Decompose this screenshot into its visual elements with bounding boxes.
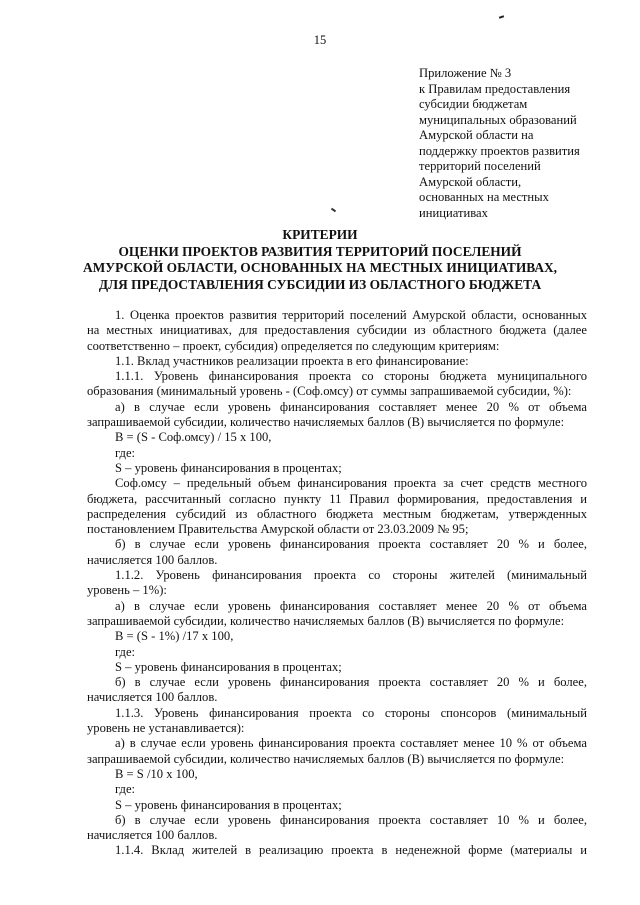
body-line: а) в случае если уровень финансирования проекта составляет менее 10 % от объема — [115, 736, 587, 751]
body-line: образования (минимальный уровень - (Соф.омсу) от суммы запрашиваемой субсидии, %): — [87, 384, 572, 399]
body-line: б) в случае если уровень финансирования проекта составляет 20 % и более, — [115, 675, 587, 690]
body-line: б) в случае если уровень финансирования проекта составляет 10 % и более, — [115, 812, 587, 827]
body-line: 1.1.1. Уровень финансирования проекта со стороны бюджета муниципального — [115, 369, 587, 384]
body-line: запрашиваемой субсидии, количество начисляемых баллов (В) вычисляется по формуле: — [87, 751, 565, 766]
annex-line: муниципальных образований — [419, 112, 577, 127]
body-line: S – уровень финансирования в процентах; — [115, 659, 342, 674]
body-line: где: — [115, 644, 136, 659]
scan-mark — [499, 15, 504, 19]
body-line: начисляется 100 баллов. — [87, 690, 218, 705]
annex-line: поддержку проектов развития — [419, 143, 580, 158]
body-line: 1.1.2. Уровень финансирования проекта со стороны жителей (минимальный — [115, 568, 587, 583]
title-line: ОЦЕНКИ ПРОЕКТОВ РАЗВИТИЯ ТЕРРИТОРИЙ ПОСЕЛЕНИЙ — [118, 243, 522, 259]
annex-line: субсидии бюджетам — [419, 97, 528, 111]
document-body — [87, 308, 587, 859]
formula: В = (S - 1%) /17 х 100, — [115, 629, 234, 644]
body-line: S – уровень финансирования в процентах; — [115, 460, 342, 475]
body-line: где: — [115, 445, 136, 460]
body-line: уровень не устанавливается): — [87, 721, 245, 736]
body-line: начисляется 100 баллов. — [87, 552, 218, 567]
page-number: 15 — [313, 33, 327, 47]
body-line: б) в случае если уровень финансирования проекта составляет 20 % и более, — [115, 537, 587, 552]
title-line: КРИТЕРИИ — [282, 227, 358, 242]
annex-line: Амурской области, — [419, 174, 522, 189]
body-line: начисляется 100 баллов. — [87, 828, 218, 843]
body-line: S – уровень финансирования в процентах; — [115, 797, 342, 812]
body-line: постановлением Правительства Амурской области от 23.03.2009 № 95; — [87, 522, 469, 537]
annex-line: территорий поселений — [419, 159, 541, 173]
body-line: 1.1.3. Уровень финансирования проекта со стороны спонсоров (минимальный — [115, 705, 587, 720]
body-line: бюджета, рассчитанный согласно пункту 11 Правил формирования, предоставления и — [87, 491, 587, 506]
body-line: а) в случае если уровень финансирования составляет менее 20 % от объема — [115, 598, 587, 613]
scan-mark — [331, 208, 336, 213]
annex-line: инициативах — [419, 205, 488, 220]
document-title — [0, 227, 640, 293]
body-line: 1. Оценка проектов развития территорий поселений Амурской области, основанных — [115, 308, 587, 322]
body-line: 1.1.4. Вклад жителей в реализацию проекта в неденежной форме (материалы и — [115, 843, 587, 858]
body-line: Соф.омсу – предельный объем финансирования проекта за счет средств местного — [115, 476, 587, 491]
title-line: ДЛЯ ПРЕДОСТАВЛЕНИЯ СУБСИДИИ ИЗ ОБЛАСТНОГО БЮДЖЕТА — [98, 276, 542, 292]
annex-block — [419, 66, 609, 221]
annex-line: Амурской области на — [419, 128, 534, 142]
body-line: распределения субсидий из областного бюджета местным бюджетам, утвержденных — [87, 506, 587, 521]
formula: В = (S - Соф.омсу) / 15 х 100, — [115, 430, 272, 445]
title-line: АМУРСКОЙ ОБЛАСТИ, ОСНОВАННЫХ НА МЕСТНЫХ ИНИЦИАТИВАХ, — [82, 260, 558, 275]
body-line: соответственно – проект, субсидия) определяется по следующим критериям: — [87, 338, 500, 353]
body-line: уровень – 1%): — [87, 583, 167, 598]
annex-line: к Правилам предоставления — [419, 81, 571, 96]
body-line: а) в случае если уровень финансирования составляет менее 20 % от объема — [115, 399, 587, 414]
body-line: где: — [115, 782, 136, 797]
formula: В = S /10 х 100, — [115, 766, 198, 781]
body-line: 1.1. Вклад участников реализации проекта в его финансирование: — [115, 353, 469, 368]
body-line: на местных инициативах, для предоставления субсидии из областного бюджета (далее — [87, 323, 587, 338]
body-line: запрашиваемой субсидии, количество начисляемых баллов (В) вычисляется по формуле: — [87, 415, 565, 430]
annex-line: основанных на местных — [419, 190, 549, 204]
annex-line: Приложение № 3 — [419, 66, 512, 80]
body-line: запрашиваемой субсидии, количество начисляемых баллов (В) вычисляется по формуле: — [87, 613, 565, 628]
